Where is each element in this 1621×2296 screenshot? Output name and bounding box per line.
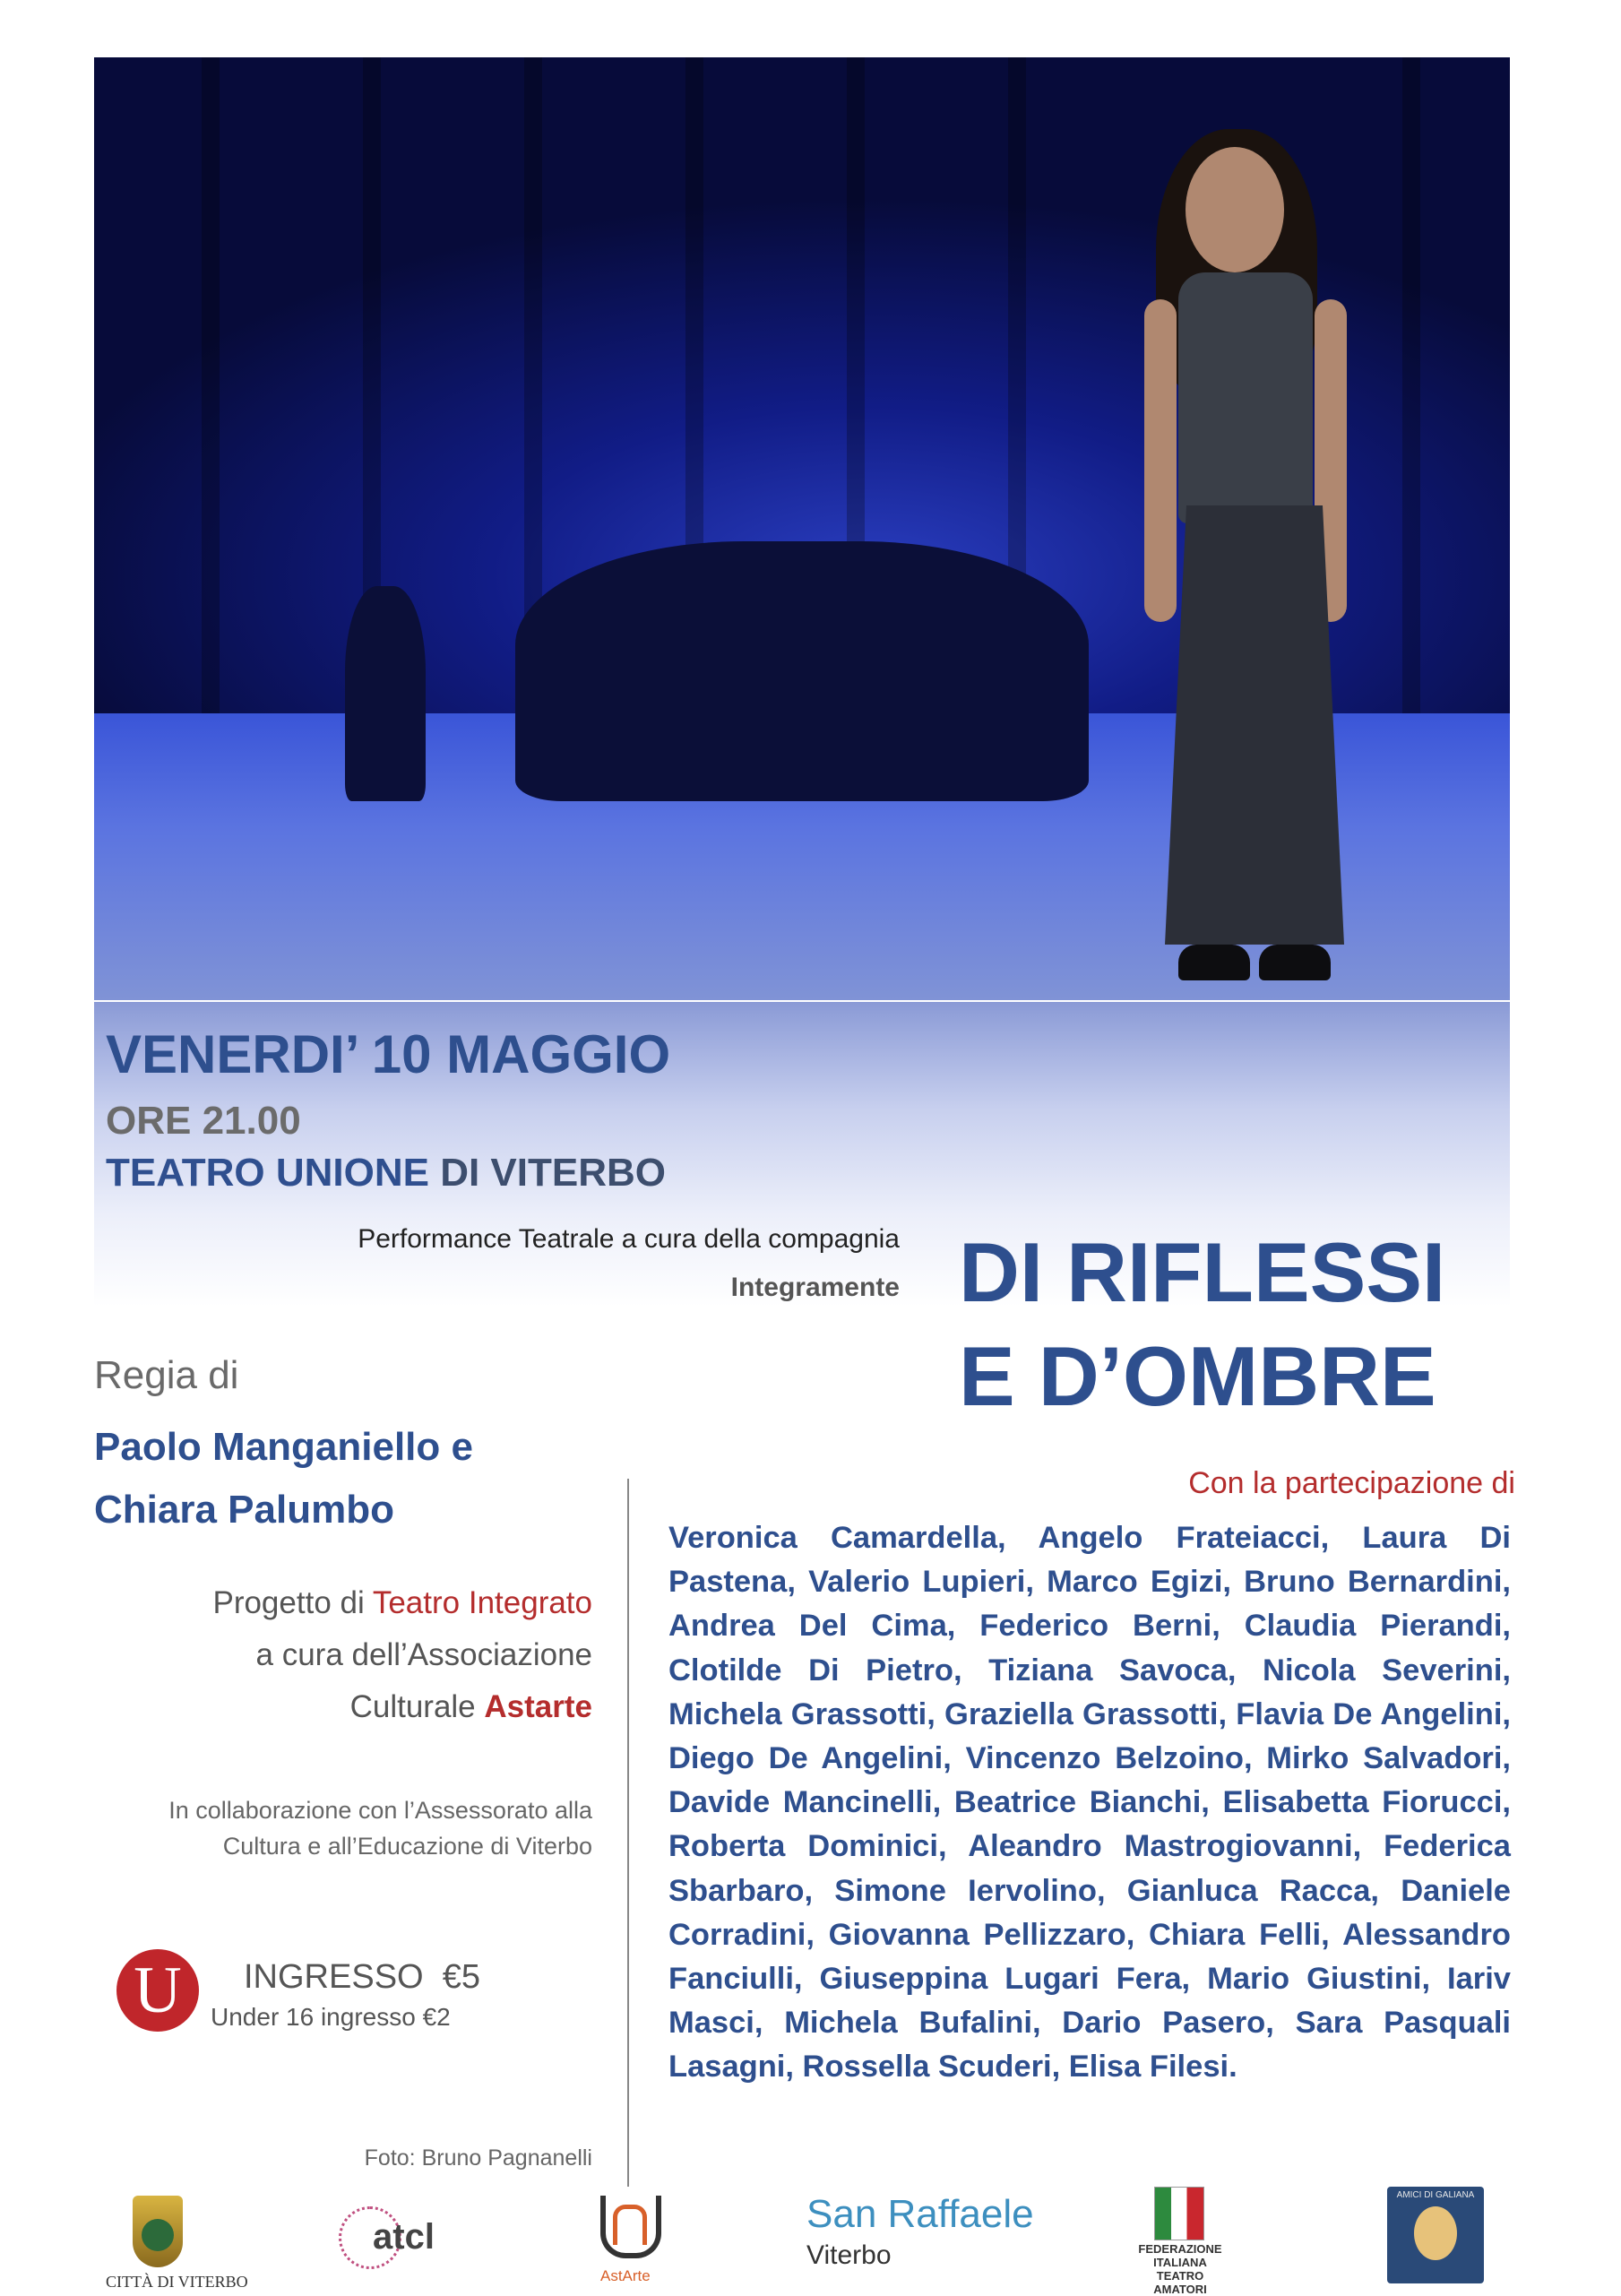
venue-name: TEATRO UNIONE bbox=[106, 1151, 429, 1195]
teatro-unione-logo: U bbox=[116, 1949, 199, 2032]
project-line-2: a cura dell’Associazione bbox=[255, 1637, 592, 1672]
performer-head bbox=[1186, 147, 1284, 272]
project-highlight: Teatro Integrato bbox=[372, 1585, 592, 1620]
project-info bbox=[212, 1577, 592, 1733]
san-raffaele-name: San Raffaele bbox=[806, 2192, 1034, 2236]
title-line-2: E D’OMBRE bbox=[959, 1329, 1436, 1423]
curtain-fold bbox=[202, 57, 220, 756]
director-line-2: Chiara Palumbo bbox=[94, 1488, 394, 1532]
fita-flag-icon bbox=[1154, 2187, 1204, 2240]
project-line-3 bbox=[212, 1681, 592, 1733]
performer-trousers bbox=[1165, 505, 1344, 945]
photo-credit: Foto: Bruno Pagnanelli bbox=[364, 2145, 592, 2171]
stage-photo bbox=[94, 57, 1510, 1000]
viterbo-crest-icon bbox=[133, 2196, 183, 2267]
directors bbox=[94, 1416, 473, 1541]
performer-top bbox=[1178, 272, 1313, 523]
chorus-group bbox=[515, 541, 1089, 801]
event-time: ORE 21.00 bbox=[106, 1099, 301, 1143]
show-title bbox=[959, 1221, 1445, 1429]
event-venue bbox=[106, 1151, 666, 1195]
performer-arm bbox=[1144, 299, 1177, 622]
collaboration-line-1: In collaborazione con l’Assessorato alla bbox=[168, 1797, 592, 1824]
director-line-1: Paolo Manganiello e bbox=[94, 1425, 473, 1469]
title-line-1: DI RIFLESSI bbox=[959, 1225, 1446, 1319]
viterbo-logo-text: CITTÀ DI VITERBO bbox=[106, 2273, 248, 2291]
collaboration-line-2: Cultura e all’Educazione di Viterbo bbox=[222, 1833, 592, 1860]
astarte-logo-text: AstArte bbox=[600, 2267, 651, 2284]
project-line-1 bbox=[212, 1577, 592, 1629]
reduced-price: Under 16 ingresso €2 bbox=[211, 2003, 451, 2031]
portrait-icon bbox=[1414, 2206, 1457, 2260]
performer-shoe bbox=[1178, 945, 1250, 980]
performance-intro: Performance Teatrale a cura della compagnia bbox=[358, 1224, 900, 1254]
direction-label: Regia di bbox=[94, 1353, 239, 1397]
amici-galiana-text: AMICI DI GALIANA bbox=[1396, 2190, 1475, 2200]
san-raffaele-city: Viterbo bbox=[806, 2240, 892, 2270]
event-date: VENERDI’ 10 MAGGIO bbox=[106, 1024, 671, 1084]
astarte-arc-icon bbox=[613, 2205, 647, 2245]
column-divider bbox=[627, 1479, 629, 2187]
cast-label: Con la partecipazione di bbox=[1188, 1466, 1515, 1500]
curtain-fold bbox=[1402, 57, 1420, 756]
project-prefix: Progetto di bbox=[212, 1585, 365, 1620]
venue-city: DI VITERBO bbox=[440, 1151, 666, 1195]
performer-shoe bbox=[1259, 945, 1331, 980]
cast-list: Veronica Camardella, Angelo Frateiacci, Laura Di Pastena, Valerio Lupieri, Marco Egizi, Bruno Bernardini, Andrea Del Cima, Federico Berni, Claudia Pierandi, Clotilde Di Pietro, Tiziana Savoca, Nicola Severini, Michela Grassotti, Graziella Grassotti, Flavia De Angelini, Diego De Angelini, Vincenzo Belzoino, Mirko Salvadori, Davide Mancinelli, Beatrice Bianchi, Elisabetta Fiorucci, Roberta Dominici, Aleandro Mastrogiovanni, Federica Sbarbaro, Simone Iervolino, Gianluca Racca, Daniele Corradini, Giovanna Pellizzaro, Chiara Felli, Alessandro Fanciulli, Giuseppina Lugari Fera, Mario Giustini, Iariv Masci, Michela Bufalini, Dario Pasero, Sara Pasquali Lasagni, Rossella Scuderi, Elisa Filesi. bbox=[668, 1521, 1511, 2085]
association-name: Astarte bbox=[484, 1689, 592, 1724]
company-name: Integramente bbox=[730, 1273, 900, 1302]
association-prefix: Culturale bbox=[349, 1689, 476, 1724]
wheelchair-figure bbox=[345, 586, 426, 801]
ticket-price: INGRESSO €5 bbox=[244, 1958, 480, 1996]
collaboration-note bbox=[168, 1792, 592, 1864]
atcl-logo-text: atcl bbox=[373, 2217, 435, 2257]
fita-logo-text: FEDERAZIONE ITALIANA TEATRO AMATORI bbox=[1138, 2242, 1222, 2296]
